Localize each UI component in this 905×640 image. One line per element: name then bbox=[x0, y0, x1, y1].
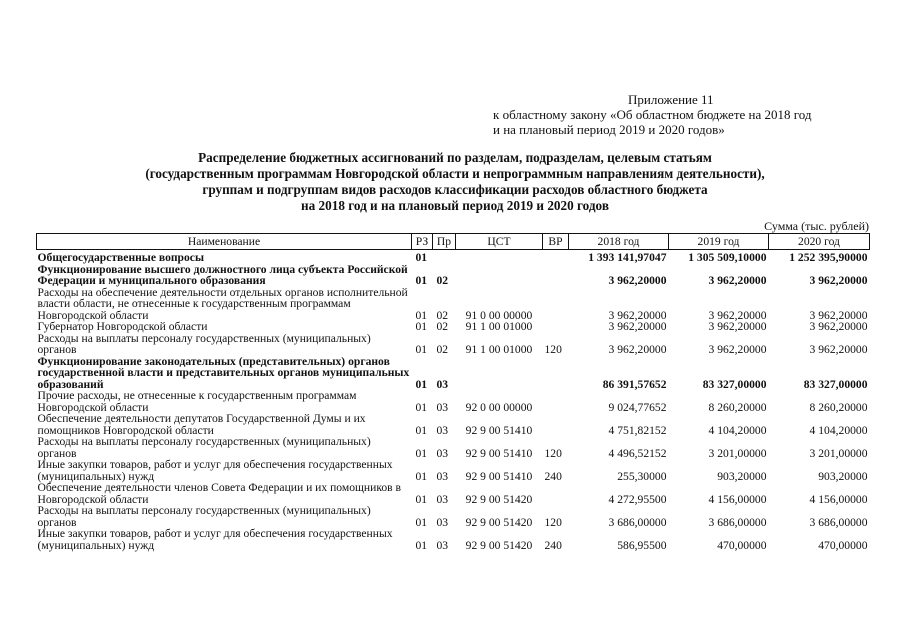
row-2019: 3 962,20000 bbox=[708, 274, 767, 287]
row-name: Функционирование высшего должностного лица субъекта Российской Федерации и муниципального образования bbox=[37, 262, 408, 287]
row-2020: 903,20000 bbox=[818, 469, 868, 483]
row-2018: 3 962,20000 bbox=[608, 308, 667, 322]
row-2018: 3 686,00000 bbox=[608, 515, 667, 529]
table-body bbox=[37, 250, 870, 552]
row-cst: 92 9 00 51420 bbox=[465, 538, 533, 552]
row-2019: 3 962,20000 bbox=[708, 343, 767, 356]
row-vr bbox=[543, 250, 569, 264]
row-cst: 92 9 00 51420 bbox=[465, 515, 533, 529]
row-rz: 01 bbox=[415, 469, 428, 483]
row-vr: 120 bbox=[544, 446, 562, 460]
header-rz: РЗ bbox=[412, 234, 433, 250]
row-name: Обеспечение деятельности членов Совета Федерации и их помощников в Новгородской области bbox=[37, 481, 402, 506]
row-pr: 02 bbox=[436, 320, 449, 333]
row-vr: 120 bbox=[544, 515, 562, 529]
row-2020: 1 252 395,90000 bbox=[789, 251, 868, 264]
row-2019: 903,20000 bbox=[717, 469, 767, 483]
row-2018: 3 962,20000 bbox=[608, 274, 667, 287]
row-rz: 01 bbox=[415, 515, 428, 529]
title-line-2: (государственным программам Новгородской области и непрограммным направлениям деятельности), bbox=[145, 166, 765, 181]
row-vr bbox=[543, 413, 569, 436]
row-vr bbox=[543, 264, 569, 287]
table-row bbox=[37, 505, 870, 528]
row-name: Расходы на выплаты персоналу государственных (муниципальных) органов bbox=[37, 435, 371, 460]
row-rz: 01 bbox=[415, 492, 428, 506]
appendix-period: и на плановый период 2019 и 2020 годов» bbox=[493, 122, 725, 137]
row-vr: 240 bbox=[544, 538, 562, 552]
row-pr: 03 bbox=[436, 492, 449, 506]
row-pr: 02 bbox=[436, 308, 449, 322]
row-cst: 91 1 00 01000 bbox=[465, 343, 533, 356]
row-2018: 4 272,95500 bbox=[608, 492, 667, 506]
row-2020: 4 104,20000 bbox=[809, 423, 868, 437]
row-2019: 470,00000 bbox=[717, 538, 767, 552]
appendix-number: Приложение 11 bbox=[628, 92, 714, 107]
row-2020: 3 962,20000 bbox=[809, 343, 868, 356]
header-2018: 2018 год bbox=[569, 234, 669, 250]
header-vr: ВР bbox=[543, 234, 569, 250]
title-line-3: группам и подгруппам видов расходов классификации расходов областного бюджета bbox=[202, 182, 708, 197]
table-row bbox=[37, 356, 870, 391]
row-2019: 4 104,20000 bbox=[708, 423, 767, 437]
table-row bbox=[37, 321, 870, 333]
row-2018: 4 751,82152 bbox=[608, 423, 667, 437]
header-name: Наименование bbox=[37, 234, 412, 250]
table-header-row bbox=[37, 234, 870, 250]
row-rz: 01 bbox=[415, 400, 428, 414]
row-vr bbox=[543, 390, 569, 413]
row-cst: 91 0 00 00000 bbox=[465, 308, 533, 322]
row-2020: 3 201,00000 bbox=[809, 446, 868, 460]
row-2020: 83 327,00000 bbox=[803, 377, 868, 391]
table-row bbox=[37, 333, 870, 356]
row-2020: 8 260,20000 bbox=[809, 400, 868, 414]
table-row bbox=[37, 250, 870, 264]
row-cst: 91 1 00 01000 bbox=[465, 320, 533, 333]
row-2018: 3 962,20000 bbox=[608, 320, 667, 333]
row-2020: 470,00000 bbox=[818, 538, 868, 552]
row-cst bbox=[456, 356, 543, 391]
header-pr: Пр bbox=[433, 234, 456, 250]
row-2018: 1 393 141,97047 bbox=[588, 251, 667, 264]
row-2018: 4 496,52152 bbox=[608, 446, 667, 460]
title-line-4: на 2018 год и на плановый период 2019 и 2020 годов bbox=[301, 198, 609, 213]
row-pr: 02 bbox=[436, 274, 449, 287]
row-rz: 01 bbox=[415, 251, 428, 264]
row-name: Функционирование законодательных (представительных) органов государственной власти и представительных органов муниципальных образований bbox=[37, 354, 410, 391]
row-name: Расходы на обеспечение деятельности отдельных органов исполнительной власти области, не отнесенные к государственным программам Новгородской области bbox=[37, 285, 408, 322]
row-name: Иные закупки товаров, работ и услуг для обеспечения государственных (муниципальных) нужд bbox=[37, 458, 393, 483]
row-name: Прочие расходы, не отнесенные к государственным программам Новгородской области bbox=[37, 389, 357, 414]
row-pr: 03 bbox=[436, 538, 449, 552]
header-2019: 2019 год bbox=[669, 234, 769, 250]
appendix-law-reference: к областному закону «Об областном бюджете на 2018 год bbox=[493, 107, 812, 122]
row-name: Расходы на выплаты персоналу государственных (муниципальных) органов bbox=[37, 331, 371, 356]
row-pr bbox=[433, 250, 456, 264]
row-2019: 83 327,00000 bbox=[702, 377, 767, 391]
row-2019: 1 305 509,10000 bbox=[688, 251, 767, 264]
row-pr: 03 bbox=[436, 446, 449, 460]
row-vr bbox=[543, 482, 569, 505]
row-name: Обеспечение деятельности депутатов Государственной Думы и их помощников Новгородской области bbox=[37, 412, 366, 437]
row-2018: 9 024,77652 bbox=[608, 400, 667, 414]
row-rz: 01 bbox=[415, 423, 428, 437]
row-2019: 3 962,20000 bbox=[708, 308, 767, 322]
row-pr: 03 bbox=[436, 400, 449, 414]
row-2020: 3 962,20000 bbox=[809, 274, 868, 287]
row-2020: 3 962,20000 bbox=[809, 308, 868, 322]
table-row bbox=[37, 436, 870, 459]
row-vr bbox=[543, 287, 569, 322]
table-row bbox=[37, 264, 870, 287]
row-cst bbox=[456, 250, 543, 264]
title-line-1: Распределение бюджетных ассигнований по разделам, подразделам, целевым статьям bbox=[198, 150, 712, 165]
row-2018: 3 962,20000 bbox=[608, 343, 667, 356]
row-cst: 92 9 00 51420 bbox=[465, 492, 533, 506]
row-vr: 120 bbox=[544, 343, 562, 356]
row-pr: 03 bbox=[436, 377, 449, 391]
row-2020: 3 686,00000 bbox=[809, 515, 868, 529]
row-rz: 01 bbox=[415, 538, 428, 552]
row-rz: 01 bbox=[415, 274, 428, 287]
header-2020: 2020 год bbox=[769, 234, 870, 250]
row-name: Иные закупки товаров, работ и услуг для обеспечения государственных (муниципальных) нужд bbox=[37, 527, 393, 552]
row-name: Общегосударственные вопросы bbox=[37, 251, 204, 264]
row-rz: 01 bbox=[415, 343, 428, 356]
row-2018: 86 391,57652 bbox=[602, 377, 667, 391]
row-cst: 92 9 00 51410 bbox=[465, 469, 533, 483]
row-2019: 3 686,00000 bbox=[708, 515, 767, 529]
row-vr: 240 bbox=[544, 469, 562, 483]
row-vr bbox=[543, 321, 569, 333]
row-name: Расходы на выплаты персоналу государственных (муниципальных) органов bbox=[37, 504, 371, 529]
table-row bbox=[37, 287, 870, 322]
header-cst: ЦСТ bbox=[456, 234, 543, 250]
row-rz: 01 bbox=[415, 308, 428, 322]
row-2019: 3 962,20000 bbox=[708, 320, 767, 333]
row-vr bbox=[543, 356, 569, 391]
units-label: Сумма (тыс. рублей) bbox=[764, 219, 869, 233]
row-cst: 92 9 00 51410 bbox=[465, 446, 533, 460]
row-2018: 255,30000 bbox=[617, 469, 667, 483]
table-row bbox=[37, 528, 870, 551]
table-row bbox=[37, 482, 870, 505]
row-2019: 8 260,20000 bbox=[708, 400, 767, 414]
row-pr: 03 bbox=[436, 515, 449, 529]
row-2018: 586,95500 bbox=[617, 538, 667, 552]
row-rz: 01 bbox=[415, 320, 428, 333]
row-pr: 03 bbox=[436, 423, 449, 437]
row-rz: 01 bbox=[415, 377, 428, 391]
row-rz: 01 bbox=[415, 446, 428, 460]
table-row bbox=[37, 413, 870, 436]
budget-table bbox=[36, 233, 870, 551]
row-pr: 03 bbox=[436, 469, 449, 483]
row-2019: 3 201,00000 bbox=[708, 446, 767, 460]
row-2020: 3 962,20000 bbox=[809, 320, 868, 333]
row-cst: 92 0 00 00000 bbox=[465, 400, 533, 414]
row-name: Губернатор Новгородской области bbox=[37, 320, 208, 333]
row-2020: 4 156,00000 bbox=[809, 492, 868, 506]
table-row bbox=[37, 390, 870, 413]
table-row bbox=[37, 459, 870, 482]
row-2019: 4 156,00000 bbox=[708, 492, 767, 506]
document-title bbox=[40, 150, 870, 214]
appendix-header bbox=[493, 92, 893, 137]
row-cst bbox=[456, 264, 543, 287]
row-cst: 92 9 00 51410 bbox=[465, 423, 533, 437]
row-pr: 02 bbox=[436, 343, 449, 356]
